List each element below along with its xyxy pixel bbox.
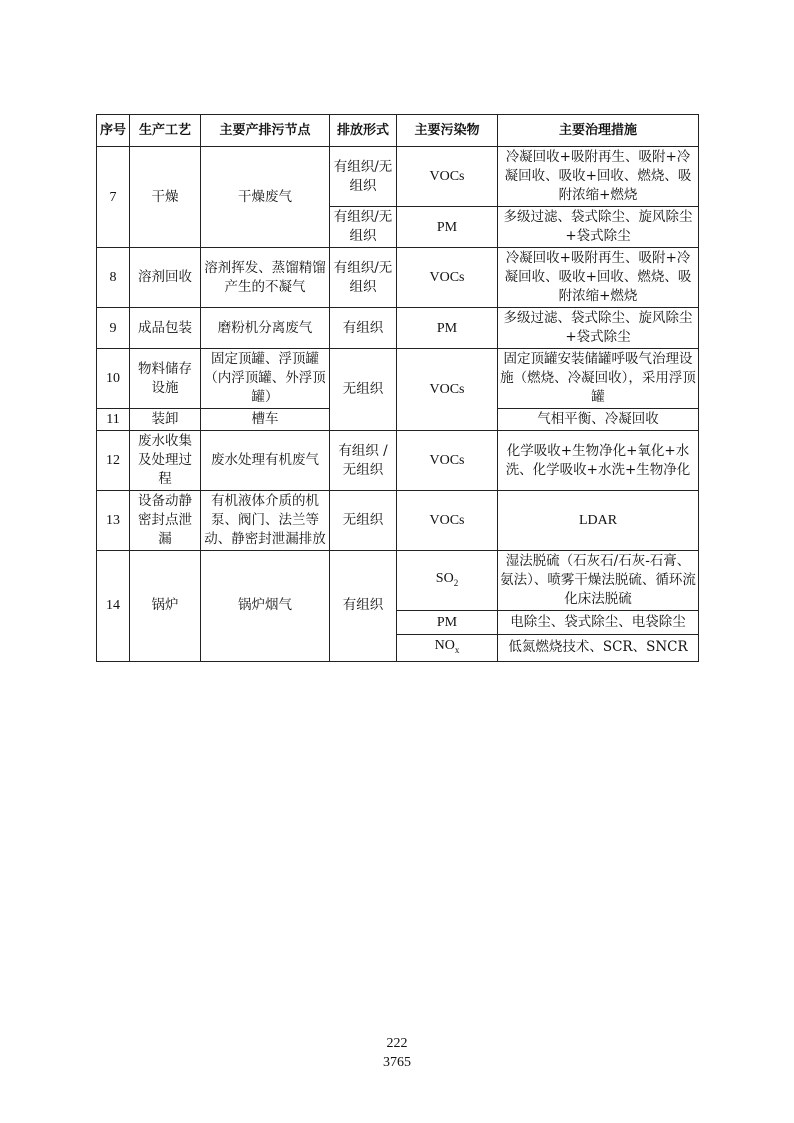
header-node: 主要产排污节点	[201, 115, 330, 147]
cell-pollutant: VOCs	[397, 491, 498, 551]
cell-form: 无组织	[330, 491, 397, 551]
cell-node: 溶剂挥发、蒸馏精馏产生的不凝气	[201, 248, 330, 308]
table-row	[97, 147, 699, 207]
cell-pollutant-nox: $NO_x$	[397, 635, 498, 662]
cell-pollutant: VOCs	[397, 248, 498, 308]
cell-form: 有组织/无组织	[330, 248, 397, 308]
cell-node: 固定顶罐、浮顶罐（内浮顶罐、外浮顶罐）	[201, 349, 330, 409]
cell-measure: 电除尘、袋式除尘、电袋除尘	[498, 611, 699, 635]
cell-process: 设备动静密封点泄漏	[130, 491, 201, 551]
cell-seq: 9	[97, 308, 130, 349]
cell-node: 废水处理有机废气	[201, 431, 330, 491]
page-number: 222	[386, 1036, 408, 1051]
cell-node: 锅炉烟气	[201, 551, 330, 662]
header-process: 生产工艺	[130, 115, 201, 147]
cell-process: 溶剂回收	[130, 248, 201, 308]
cell-seq: 11	[97, 409, 130, 431]
cell-seq: 12	[97, 431, 130, 491]
cell-node: 干燥废气	[201, 147, 330, 248]
table-row	[97, 308, 699, 349]
cell-seq: 7	[97, 147, 130, 248]
cell-form: 有组织/无组织	[330, 147, 397, 207]
cell-process: 废水收集及处理过程	[130, 431, 201, 491]
cell-pollutant: VOCs	[397, 349, 498, 431]
cell-pollutant: PM	[397, 611, 498, 635]
total-page-number: 3765	[383, 1055, 411, 1070]
table-row	[97, 491, 699, 551]
cell-form: 有组织	[330, 551, 397, 662]
cell-measure: 多级过滤、袋式除尘、旋风除尘+袋式除尘	[498, 308, 699, 349]
cell-measure: 低氮燃烧技术、SCR、SNCR	[498, 635, 699, 662]
cell-form: 有组织	[330, 308, 397, 349]
cell-process: 物料储存设施	[130, 349, 201, 409]
cell-seq: 14	[97, 551, 130, 662]
cell-measure: 冷凝回收+吸附再生、吸附+冷凝回收、吸收+回收、燃烧、吸附浓缩+燃烧	[498, 147, 699, 207]
header-form: 排放形式	[330, 115, 397, 147]
cell-form: 无组织	[330, 349, 397, 431]
header-pollutant: 主要污染物	[397, 115, 498, 147]
cell-node: 槽车	[201, 409, 330, 431]
cell-seq: 13	[97, 491, 130, 551]
table-row	[97, 431, 699, 491]
cell-measure: 固定顶罐安装储罐呼吸气治理设施（燃烧、冷凝回收），采用浮顶罐	[498, 349, 699, 409]
cell-seq: 10	[97, 349, 130, 409]
cell-process: 干燥	[130, 147, 201, 248]
cell-measure: LDAR	[498, 491, 699, 551]
header-measure: 主要治理措施	[498, 115, 699, 147]
cell-form: 有组织/无组织	[330, 207, 397, 248]
cell-node: 磨粉机分离废气	[201, 308, 330, 349]
cell-node: 有机液体介质的机泵、阀门、法兰等动、静密封泄漏排放	[201, 491, 330, 551]
pollution-control-table	[96, 114, 699, 662]
cell-measure: 冷凝回收+吸附再生、吸附+冷凝回收、吸收+回收、燃烧、吸附浓缩+燃烧	[498, 248, 699, 308]
table-row	[97, 551, 699, 611]
cell-pollutant: PM	[397, 207, 498, 248]
cell-process: 成品包装	[130, 308, 201, 349]
cell-measure: 化学吸收+生物净化+氧化+水洗、化学吸收+水洗+生物净化	[498, 431, 699, 491]
cell-pollutant: PM	[397, 308, 498, 349]
cell-seq: 8	[97, 248, 130, 308]
cell-pollutant: VOCs	[397, 147, 498, 207]
cell-pollutant-so2: $SO_2$	[397, 551, 498, 611]
cell-measure: 气相平衡、冷凝回收	[498, 409, 699, 431]
cell-process: 装卸	[130, 409, 201, 431]
cell-form: 有组织 / 无组织	[330, 431, 397, 491]
cell-process: 锅炉	[130, 551, 201, 662]
table-row	[97, 248, 699, 308]
header-seq: 序号	[97, 115, 130, 147]
cell-measure: 湿法脱硫（石灰石/石灰-石膏、氨法）、喷雾干燥法脱硫、循环流化床法脱硫	[498, 551, 699, 611]
table-row	[97, 349, 699, 409]
cell-measure: 多级过滤、袋式除尘、旋风除尘+袋式除尘	[498, 207, 699, 248]
cell-pollutant: VOCs	[397, 431, 498, 491]
table-header-row	[97, 115, 699, 147]
